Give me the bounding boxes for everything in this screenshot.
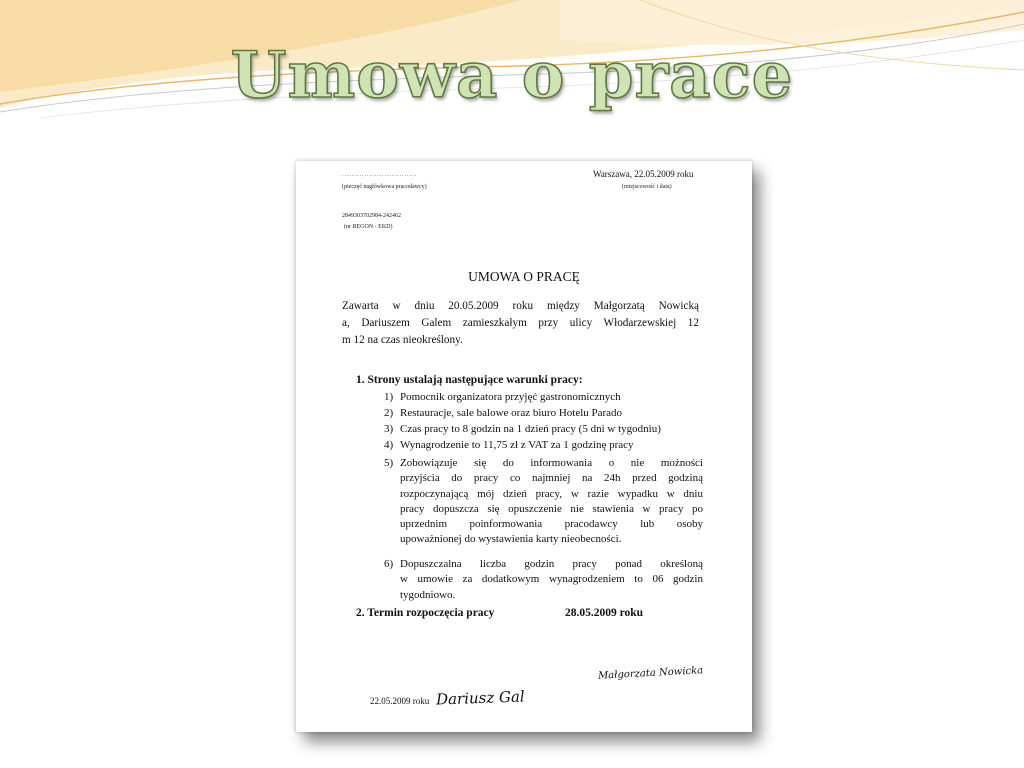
contract-document: [296, 161, 752, 732]
condition-text: rozpoczynającą mój dzień pracy, w razie wypadku w dniu: [400, 487, 703, 500]
condition-text: przyjścia do pracy co najmniej na 24h przed godziną: [400, 472, 703, 485]
section-2-title: 2. Termin rozpoczęcia pracy: [356, 607, 495, 619]
slide-title: Umowa o prace: [230, 38, 794, 113]
condition-text: Restauracje, sale balowe oraz biuro Hotelu Parado: [400, 407, 623, 419]
condition-text: uprzednim poinformowania pracodawcy lub osoby: [400, 518, 703, 531]
condition-text: Pomocnik organizatora przyjęć gastronomicznych: [400, 391, 621, 403]
intro-line: m 12 na czas nieokreślony.: [342, 334, 463, 346]
condition-text: Czas pracy to 8 godzin na 1 dzień pracy (5 dni w tygodniu): [400, 423, 661, 435]
condition-item: [384, 438, 704, 454]
condition-text: w umowie za dodatkowym wynagrodzeniem to 06 godzin: [400, 573, 703, 586]
condition-item: [384, 422, 704, 438]
intro-line: a, Dariuszem Galem zamieszkałym przy ulicy Włodarzewskiej 12: [342, 317, 699, 329]
employee-date: 22.05.2009 roku: [370, 696, 430, 706]
condition-number: 3): [384, 423, 394, 435]
condition-text: Wynagrodzenie to 11,75 zł z VAT za 1 godzinę pracy: [400, 439, 634, 451]
condition-text: Zobowiązuje się do informowania o nie możności: [400, 457, 703, 469]
condition-number: 4): [384, 439, 394, 451]
condition-text: upoważnionej do wystawienia karty nieobecności.: [400, 533, 622, 546]
condition-text: pracy dopuszcza się opuszczenie nie stawienia w pracy po: [400, 502, 703, 515]
document-title: UMOWA O PRACĘ: [468, 269, 580, 284]
condition-text: tygodniowo.: [400, 588, 456, 601]
place-date: Warszawa, 22.05.2009 roku: [593, 169, 694, 179]
condition-number: 2): [384, 407, 394, 419]
condition-text: Dopuszczalna liczba godzin pracy ponad określoną: [400, 558, 703, 570]
start-date-value: 28.05.2009 roku: [565, 607, 644, 619]
intro-line: Zawarta w dniu 20.05.2009 roku między Małgorzatą Nowicką: [342, 300, 699, 312]
regon-caption: (nr REGON - EKD): [344, 224, 393, 230]
stamp-caption: (pieczęć nagłówkowa pracodawcy): [342, 184, 427, 190]
condition-number: 6): [384, 558, 394, 570]
condition-number: 5): [384, 457, 394, 469]
condition-number: 1): [384, 391, 394, 403]
condition-item: [384, 456, 704, 551]
place-date-caption: (miejscowość i data): [622, 184, 672, 190]
condition-item: [384, 390, 704, 406]
condition-item: [384, 557, 704, 605]
regon-number: 2849303702984-242462: [342, 213, 401, 219]
intro-paragraph: [342, 298, 699, 349]
employer-signature: Małgorzata Nowicka: [597, 665, 704, 682]
condition-item: [384, 406, 704, 422]
stamp-dots: ..............................: [342, 172, 417, 178]
section-1-title: 1. Strony ustalają następujące warunki pracy:: [356, 374, 583, 386]
employee-signature: Dariusz Gal: [435, 687, 525, 709]
